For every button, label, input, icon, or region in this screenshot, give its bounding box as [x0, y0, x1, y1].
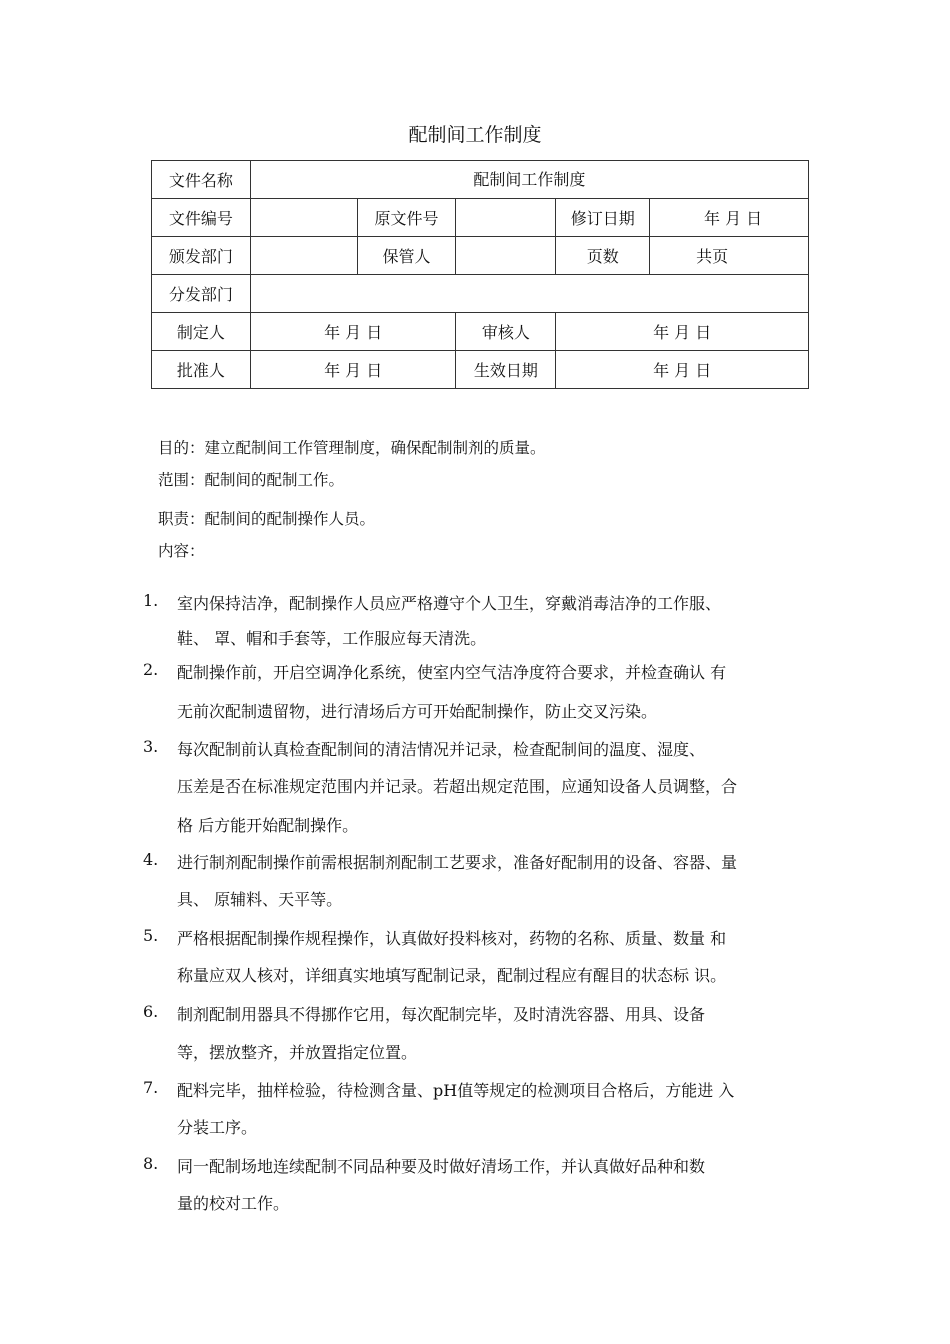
list-item-line: 等，摆放整齐，并放置指定位置。 — [177, 1043, 418, 1062]
value-original-file-number — [456, 199, 556, 237]
list-item-line: 制剂配制用器具不得挪作它用，每次配制完毕，及时清洗容器、用具、设备 — [177, 1005, 706, 1024]
value-issuing-department — [250, 237, 357, 275]
list-item-line: 无前次配制遗留物，进行清场后方可开始配制操作，防止交叉污染。 — [177, 702, 658, 721]
list-item-line: 严格根据配制操作规程操作，认真做好投料核对，药物的名称、质量、数量 和 — [177, 929, 727, 948]
list-item-number: 7. — [143, 1078, 159, 1097]
list-item-line: 同一配制场地连续配制不同品种要及时做好清场工作，并认真做好品种和数 — [177, 1157, 706, 1176]
label-file-number: 文件编号 — [152, 199, 251, 237]
value-drafter-date: 年 月 日 — [250, 313, 456, 351]
list-item-line: 分装工序。 — [177, 1118, 258, 1137]
list-item-line: 室内保持洁净，配制操作人员应严格遵守个人卫生，穿戴消毒洁净的工作服、 — [177, 594, 722, 613]
value-page-count: 共页 — [650, 237, 809, 275]
label-page-count: 页数 — [556, 237, 650, 275]
list-item-line: 称量应双人核对，详细真实地填写配制记录，配制过程应有醒目的状态标 识。 — [177, 966, 727, 985]
list-item-number: 3. — [143, 737, 159, 756]
list-item-number: 5. — [143, 926, 159, 945]
label-custodian: 保管人 — [357, 237, 456, 275]
list-item-number: 1. — [143, 591, 159, 610]
list-item-line: 每次配制前认真检查配制间的清洁情况并记录，检查配制间的温度、湿度、 — [177, 740, 706, 759]
label-issuing-department: 颁发部门 — [152, 237, 251, 275]
list-item-line: 进行制剂配制操作前需根据制剂配制工艺要求，准备好配制用的设备、容器、量 — [177, 853, 738, 872]
table-row — [152, 275, 809, 313]
value-revision-date: 年 月 日 — [650, 199, 809, 237]
list-item-line: 配料完毕，抽样检验，待检测含量、pH值等规定的检测项目合格后，方能进 入 — [177, 1081, 735, 1100]
value-file-number — [250, 199, 357, 237]
label-approver: 批准人 — [152, 351, 251, 389]
table-row — [152, 199, 809, 237]
list-item-line: 格 后方能开始配制操作。 — [177, 816, 359, 835]
purpose-text: 目的：建立配制间工作管理制度，确保配制制剂的质量。 — [158, 439, 546, 457]
label-drafter: 制定人 — [152, 313, 251, 351]
list-item-number: 8. — [143, 1154, 159, 1173]
table-row — [152, 161, 809, 199]
page-title: 配制间工作制度 — [408, 124, 542, 146]
table-row — [152, 313, 809, 351]
value-reviewer-date: 年 月 日 — [556, 313, 809, 351]
list-item-line: 具、 原辅料、天平等。 — [177, 890, 343, 909]
list-item-number: 4. — [143, 850, 159, 869]
list-item-line: 配制操作前，开启空调净化系统，使室内空气洁净度符合要求，并检查确认 有 — [177, 663, 727, 682]
value-distribution-department — [250, 275, 808, 313]
list-item-number: 6. — [143, 1002, 159, 1021]
duty-text: 职责：配制间的配制操作人员。 — [158, 510, 376, 528]
list-item-line: 压差是否在标准规定范围内并记录。若超出规定范围，应通知设备人员调整，合 — [177, 777, 738, 796]
label-effective-date: 生效日期 — [456, 351, 556, 389]
table-row — [152, 237, 809, 275]
value-approver-date: 年 月 日 — [250, 351, 456, 389]
scope-text: 范围：配制间的配制工作。 — [158, 471, 345, 489]
table-row — [152, 351, 809, 389]
value-file-name: 配制间工作制度 — [250, 161, 808, 199]
list-item-line: 鞋、 罩、帽和手套等，工作服应每天清洗。 — [177, 629, 487, 648]
label-original-file-number: 原文件号 — [357, 199, 456, 237]
label-file-name: 文件名称 — [152, 161, 251, 199]
value-effective-date: 年 月 日 — [556, 351, 809, 389]
label-reviewer: 审核人 — [456, 313, 556, 351]
label-revision-date: 修订日期 — [556, 199, 650, 237]
label-distribution-department: 分发部门 — [152, 275, 251, 313]
document-info-table — [151, 160, 809, 389]
list-item-line: 量的校对工作。 — [177, 1194, 290, 1213]
value-custodian — [456, 237, 556, 275]
list-item-number: 2. — [143, 660, 159, 679]
content-heading: 内容： — [158, 542, 205, 560]
